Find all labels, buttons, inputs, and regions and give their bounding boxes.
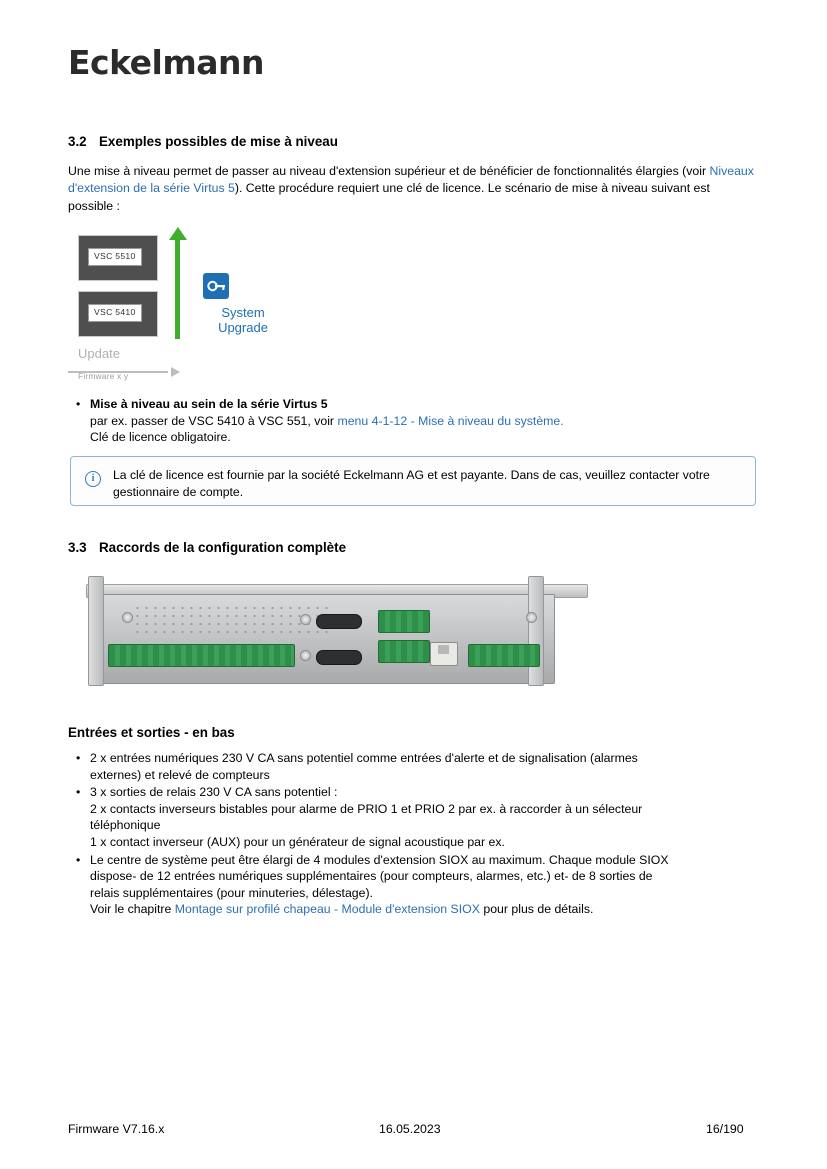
- upgrade-bullet-list: [68, 396, 768, 447]
- info-icon: i: [85, 471, 101, 487]
- io-item-1-line-3: 1 x contact inverseur (AUX) pour un générateur de signal acoustique par ex.: [90, 834, 505, 849]
- device-screw: [526, 612, 537, 623]
- device-bracket-left: [88, 576, 104, 686]
- io-item-1-line-1: 2 x contacts inverseurs bistables pour alarme de PRIO 1 et PRIO 2 par ex. à raccorder à un sélecteur: [90, 801, 643, 816]
- system-upgrade-caption: [188, 305, 298, 336]
- io-item-2-prefix: Voir le chapitre: [90, 902, 175, 917]
- io-item-2-line-0: • Le centre de système peut être élargi de 4 modules d'extension SIOX au maximum. Chaque module SIOX: [90, 852, 669, 867]
- ethernet-port: [430, 642, 458, 666]
- device-box-top-label: VSC 5510: [88, 248, 142, 266]
- io-item-0-line-0: • 2 x entrées numériques 230 V CA sans potentiel comme entrées d'alerte et de signalisation (alarmes: [90, 751, 638, 765]
- upgrade-bullet-line2-text: par ex. passer de VSC 5410 à VSC 551, voir: [90, 413, 338, 428]
- io-item-1-line-0: • 3 x sorties de relais 230 V CA sans potentiel :: [90, 785, 338, 800]
- device-screw: [300, 614, 311, 625]
- green-terminal-block-mid: [378, 640, 430, 663]
- io-item-1-line-2: téléphonique: [90, 818, 161, 833]
- io-heading: Entrées et sorties - en bas: [68, 725, 235, 740]
- io-item-2-line-3: [90, 901, 768, 918]
- section-heading-3-3: [68, 539, 346, 557]
- key-icon: [203, 273, 229, 299]
- upgrade-bullet-line3: Clé de licence obligatoire.: [90, 430, 231, 445]
- device-connectors-photo: [78, 566, 598, 706]
- upgrade-bullet-line2: [90, 413, 768, 430]
- dsub-connector-lower: [316, 650, 362, 665]
- company-logo: Eckelmann: [68, 43, 264, 82]
- link-menu-4-1-12[interactable]: menu 4-1-12 - Mise à niveau du système.: [337, 413, 564, 428]
- info-note-text: La clé de licence est fournie par la société Eckelmann AG et est payante. Dans de cas, veuillez contacter votre gestionnaire de compte.: [113, 468, 710, 500]
- upgrade-diagram: [68, 225, 398, 390]
- section-3-2-intro: [68, 163, 758, 215]
- update-label: Update: [78, 346, 120, 361]
- list-item: [68, 852, 768, 918]
- section-heading-3-2: [68, 133, 338, 151]
- green-terminal-block-left: [108, 644, 295, 667]
- section-title-3-3: Raccords de la configuration complète: [99, 540, 347, 555]
- io-item-0-line-1: externes) et relevé de compteurs: [90, 767, 270, 782]
- intro-text-part1: Une mise à niveau permet de passer au niveau d'extension supérieur et de bénéficier de fonctionnalités élargies (voir: [68, 164, 710, 178]
- green-terminal-block-upper: [378, 610, 430, 633]
- info-note-box: [70, 456, 756, 506]
- footer-date: 16.05.2023: [379, 1122, 441, 1136]
- list-item: [68, 750, 768, 783]
- device-screw: [300, 650, 311, 661]
- firmware-version-label: Firmware x y: [78, 371, 129, 381]
- system-upgrade-line2: Upgrade: [218, 320, 268, 336]
- system-upgrade-line1: System: [221, 305, 265, 320]
- device-box-bottom-label: VSC 5410: [88, 304, 142, 322]
- upgrade-bullet-title: • Mise à niveau au sein de la série Virtus 5: [90, 397, 328, 411]
- io-bullet-list: [68, 750, 768, 919]
- section-number-3-2: 3.2: [68, 134, 87, 149]
- section-title-3-2: Exemples possibles de mise à niveau: [99, 134, 338, 149]
- dsub-connector-upper: [316, 614, 362, 629]
- section-number-3-3: 3.3: [68, 540, 87, 555]
- io-item-2-suffix: pour plus de détails.: [479, 902, 594, 917]
- device-bracket-right: [528, 576, 544, 686]
- list-item: [68, 396, 768, 446]
- list-item: [68, 784, 768, 850]
- footer-firmware: Firmware V7.16.x: [68, 1122, 165, 1136]
- link-niveaux-extension[interactable]: Niveaux d'extension de la série Virtus 5: [68, 164, 754, 196]
- io-item-2-line-1: dispose- de 12 entrées numériques supplémentaires (pour compteurs, alarmes, etc.) et- de 8 sorties de: [90, 869, 653, 884]
- device-screw: [122, 612, 133, 623]
- io-item-2-line-2: relais supplémentaires (pour minuteries, délestage).: [90, 885, 373, 900]
- intro-text-part2: ). Cette procédure requiert une clé de licence. Le scénario de mise à niveau suivant est possible :: [68, 181, 710, 213]
- footer-page-number: 16/190: [706, 1122, 744, 1136]
- green-terminal-block-right: [468, 644, 540, 667]
- link-montage-siox[interactable]: Montage sur profilé chapeau - Module d'extension SIOX: [174, 902, 480, 917]
